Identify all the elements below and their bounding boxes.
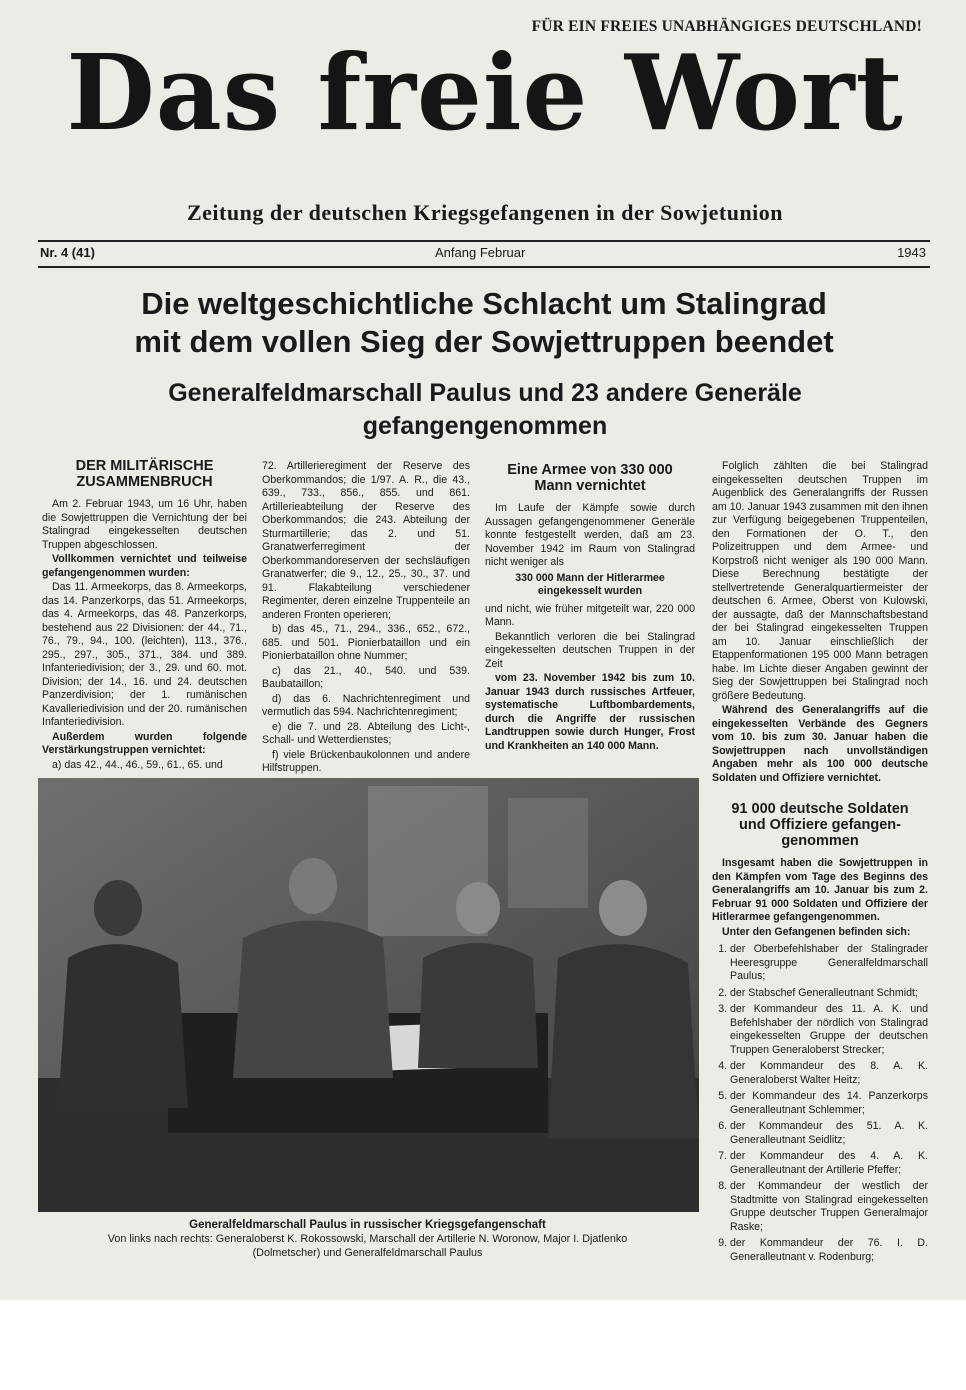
paragraph: vom 23. November 1942 bis zum 10. Januar 1943 durch russisches Artfeuer, systematische Luftbombardements, durch die Angriffe der russischen Landtruppen sowie durch Hunger, Frost und Krankheiten an 140 000 Mann. xyxy=(485,672,695,752)
main-headline xyxy=(40,285,928,361)
list-item: 9. der Kommandeur der 76. I. D. Generalleutnant v. Rodenburg; xyxy=(730,1237,928,1264)
top-rule xyxy=(38,240,930,242)
column-4-heading-line-3: genommen xyxy=(781,833,859,849)
column-2 xyxy=(262,460,470,777)
paragraph: Insgesamt haben die Sowjettruppen in den Kämpfen vom Tage des Beginns des Generalangriffs am 10. Januar bis zum 2. Februar 91 000 Soldaten und Offiziere der Hitlerarmee gefangengenommen. xyxy=(712,857,928,923)
column-3 xyxy=(485,462,695,754)
masthead-title: Das freie Wort xyxy=(66,31,904,154)
list-item: 2. der Stabschef Generalleutnant Schmidt; xyxy=(730,987,928,1001)
column-1-heading-line-1: DER MILITÄRISCHE xyxy=(75,458,214,474)
list-item: 5. der Kommandeur des 14. Panzerkorps Generalleutnant Schlemmer; xyxy=(730,1090,928,1117)
column-4 xyxy=(712,460,928,1267)
column-3-heading xyxy=(485,462,695,494)
issue-year: 1943 xyxy=(897,245,926,260)
paragraph: d) das 6. Nachrichtenregiment und vermutlich das 594. Nachrichtenregiment; xyxy=(262,692,470,718)
list-item: 8. der Kommandeur der westlich der Stadtmitte von Stalingrad eingekesselten Gruppe deutscher Truppen Generalmajor Raske; xyxy=(730,1180,928,1234)
paragraph: Am 2. Februar 1943, um 16 Uhr, haben die Sowjettruppen die Vernichtung der bei Stalingrad eingekesselten deutschen Truppen abgeschlossen. xyxy=(42,498,247,551)
column-4-heading-line-1: 91 000 deutsche Soldaten xyxy=(731,801,909,817)
caption-line-1: Von links nach rechts: Generaloberst K. Rokossowski, Marschall der Artillerie N. Woronow, Major I. Djatlenko xyxy=(107,1233,628,1245)
sub-headline xyxy=(60,377,910,443)
photo-caption xyxy=(40,1218,695,1260)
paragraph: c) das 21., 40., 540. und 539. Baubataillon; xyxy=(262,664,470,690)
paragraph: Außerdem wurden folgende Verstärkungstruppen vernichtet: xyxy=(42,730,247,756)
paragraph: f) viele Brückenbaukolonnen und andere Hilfstruppen. xyxy=(262,748,470,774)
list-item: 7. der Kommandeur des 4. A. K. Generalleutnant der Artillerie Pfeffer; xyxy=(730,1150,928,1177)
paragraph: b) das 45., 71., 294., 336., 652., 672., 685. und 501. Pionierbataillon und ein Pionierbataillon ohne Nummer; xyxy=(262,623,470,662)
list-item: 1. der Oberbefehlshaber der Stalingrader Heeresgruppe Generalfeldmarschall Paulus; xyxy=(730,943,928,984)
masthead-subtitle: Zeitung der deutschen Kriegsgefangenen in der Sowjetunion xyxy=(186,200,784,225)
subheadline-line-2: gefangengenommen xyxy=(362,412,608,440)
paragraph: Das 11. Armeekorps, das 8. Armeekorps, das 14. Panzerkorps, das 51. Armeekorps, das 4. Armeekorps, das 48. Panzerkorps, bestehend aus 22 Divisionen: der 44., 71., 76., 79., 94., 100. (leichten), 113., 376., 295., 297., 305., 371., 384. und 389. Infanteriedivision; der 3., 29. und 60. mot. Division; der 14., 16. und 24. deutschen Panzerdivision; der 1. rumänischen Kavalleriedivision und der 20. rumänischen Infanteriedivision. xyxy=(42,581,247,728)
paragraph: Vollkommen vernichtet und teilweise gefangengenommen wurden: xyxy=(42,553,247,579)
list-item: 4. der Kommandeur des 8. A. K. Generaloberst Walter Heitz; xyxy=(730,1060,928,1087)
column-4-heading xyxy=(712,801,928,849)
paragraph: Unter den Gefangenen befinden sich: xyxy=(722,925,911,938)
paragraph: und nicht, wie früher mitgeteilt war, 220 000 Mann. xyxy=(485,602,695,628)
column-1-heading-line-2: ZUSAMMENBRUCH xyxy=(76,474,213,490)
paragraph: Folglich zählten die bei Stalingrad eingekesselten deutschen Truppen im Augenblick des Generalangriffs der Russen am 10. Januar 1943 zusammen mit den ihnen zur Verfügung beigegebenen Truppenteilen, den Formationen der O. T., den Polizeitruppen und dem Armee- und Korpstroß nicht weniger als 190 000 Mann. Diese Berechnung bestätigte der stellvertretende Generalquartiermeister der deutschen 6. Armee, Oberst von Kulowski, der aussagte, daß der Mannschaftsbestand der bei Stalingrad eingekesselten Truppen am 10. Januar einschließlich der Etappenformationen 195 000 Mann betragen habe. Im Lichte dieser Angaben gewinnt der Sieg der Sowjettruppen bei Stalingrad noch größere Bedeutung. xyxy=(712,460,928,702)
column-1-heading xyxy=(42,458,247,490)
paragraph: Bekanntlich verloren die bei Stalingrad eingekesselten deutschen Truppen in der Zeit xyxy=(485,630,695,670)
caption-title: Generalfeldmarschall Paulus in russischer Kriegsgefangenschaft xyxy=(189,1219,546,1231)
issue-number: Nr. 4 (41) xyxy=(40,245,95,260)
issue-date: Anfang Februar xyxy=(435,245,526,260)
list-item: 6. der Kommandeur des 51. A. K. Generalleutnant Seidlitz; xyxy=(730,1120,928,1147)
paragraph: 72. Artillerieregiment der Reserve des Oberkommandos; die 1/97. A. R., die 43., 639., 733., 856., 855. und 861. Artillerieabteilung der Reserve des Oberkommandos; die 243. Abteilung der Sturmartillerie; das 2. und 51. Granatwerferregiment der Oberkommandoreserven der sechsläufigen Granatwerfer; die 9., 12., 25., 30., 37. und 91. Flakabteilung verschiedener Regimenter, deren einzelne Truppenteile an anderen Fronten operieren; xyxy=(262,460,470,621)
list-item: 3. der Kommandeur des 11. A. K. und Befehlshaber der nördlich von Stalingrad eingekesselten Gruppe der deutschen Truppen Generaloberst Strecker; xyxy=(730,1003,928,1057)
caption-line-2: (Dolmetscher) und Generalfeldmarschall Paulus xyxy=(252,1247,483,1259)
column-3-heading-line-2: Mann vernichtet xyxy=(534,478,646,494)
paragraph: Im Laufe der Kämpfe sowie durch Aussagen gefangengenommener Generäle konnte festgestellt werden, daß am 23. November 1942 im Raum von Stalingrad nicht weniger als xyxy=(485,502,695,568)
slogan: FÜR EIN FREIES UNABHÄNGIGES DEUTSCHLAND! xyxy=(531,18,922,35)
paragraph: Während des Generalangriffs auf die eingekesselten Verbände des Gegners vom 10. bis zum 30. Januar haben die Sowjettruppen nach unvollständigen Angaben mehr als 100 000 deutsche Soldaten und Offiziere vernichtet. xyxy=(712,704,928,784)
headline-line-2: mit dem vollen Sieg der Sowjettruppen beendet xyxy=(134,324,834,359)
prisoner-list xyxy=(712,943,928,1264)
bottom-rule xyxy=(38,266,930,268)
column-3-heading-line-1: Eine Armee von 330 000 xyxy=(507,462,673,478)
bottom-margin xyxy=(0,1300,966,1390)
paragraph: a) das 42., 44., 46., 59., 61., 65. und xyxy=(52,758,223,771)
paragraph: 330 000 Mann der Hitlerarmee eingekesselt wurden xyxy=(515,571,665,597)
subheadline-line-1: Generalfeldmarschall Paulus und 23 andere Generäle xyxy=(168,379,802,407)
dateline xyxy=(40,245,926,263)
headline-line-1: Die weltgeschichtliche Schlacht um Stalingrad xyxy=(141,286,827,321)
column-4-heading-line-2: und Offiziere gefangen- xyxy=(739,817,901,833)
news-photo xyxy=(38,778,699,1212)
column-1 xyxy=(42,458,247,773)
paragraph: e) die 7. und 28. Abteilung des Licht-, Schall- und Wetterdienstes; xyxy=(262,720,470,746)
photo-illustration xyxy=(38,778,699,1212)
